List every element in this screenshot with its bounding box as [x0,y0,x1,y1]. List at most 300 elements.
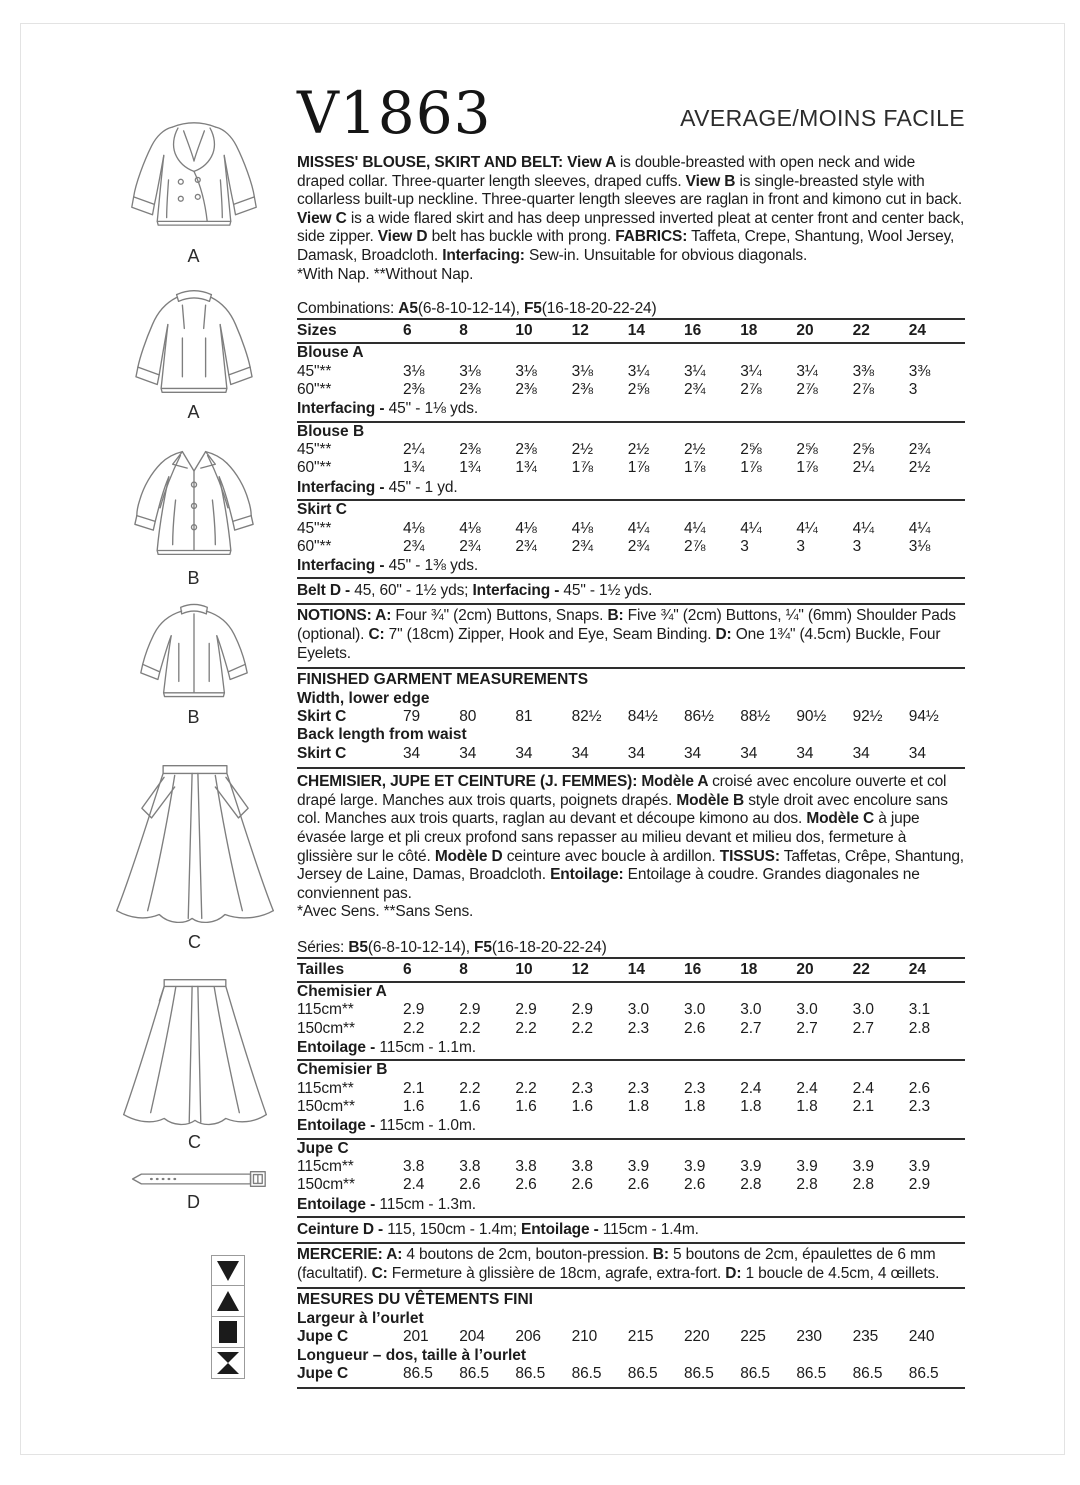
table-cell: 34 [515,744,533,762]
table-cell: 84½ [627,708,658,726]
table-cell: 82½ [571,708,602,726]
table-cell: 2¾ [908,441,931,459]
sketch-label: D [187,1192,201,1212]
text-segment: Fermeture à glissière de 18cm, agrafe, extra-fort. [391,1264,726,1282]
table-row [297,1020,965,1038]
table-cell: 240 [908,1328,935,1346]
text-segment: 115cm - 1.0m. [379,1117,476,1135]
table-row [297,538,965,556]
table-cell: 3.0 [684,1001,706,1019]
table-cell: 2.3 [684,1079,706,1097]
table-section-chemisier-b [297,1061,965,1139]
table-cell: 20 [796,960,814,978]
table-cell: 22 [852,960,870,978]
table-cell: 2.2 [459,1019,481,1037]
table-cell: 1.8 [740,1098,762,1116]
table-cell: 2.6 [684,1019,706,1037]
row-label: 60"** [297,380,332,398]
table-row [297,381,965,399]
table-cell: 14 [627,960,646,978]
table-cell: 2.4 [403,1176,425,1194]
table-row [297,520,965,538]
table-cell: 34 [852,744,870,762]
table-cell: 18 [740,960,758,978]
table-cell: 2½ [908,459,931,477]
text-segment: Combinations: [297,300,399,318]
table-header-row [297,957,965,983]
row-label: 150cm** [297,1098,355,1116]
table-cell: 3 [852,537,862,555]
nap-down-triangle-icon [215,1259,241,1283]
table-cell: 2¾ [459,537,481,555]
row-label: Tailles [297,960,345,978]
table-row [297,363,965,381]
belt-d-drawing [116,1168,272,1190]
bold-text-segment: D: [715,626,736,644]
table-cell: 225 [740,1328,766,1346]
nap-up-triangle-icon [215,1289,241,1313]
bold-text-segment: Modèle B [676,791,745,809]
table-cell: 79 [403,708,421,726]
table-cell: 86.5 [908,1365,939,1383]
table-cell: 210 [571,1328,598,1346]
table-row [297,1176,965,1194]
table-cell: 86.5 [852,1365,883,1383]
table-cell: 2.8 [740,1176,762,1194]
table-cell: 2¾ [627,537,650,555]
table-cell: 2⅝ [740,441,762,459]
finished-measurements-title: FINISHED GARMENT MEASUREMENTS [297,671,589,689]
table-cell: 2⅞ [796,380,818,398]
table-cell: 2.9 [571,1001,593,1019]
text-segment: (16-18-20-22-24) [491,938,607,956]
table-cell: 3¼ [740,362,762,380]
table-cell: 1.6 [515,1098,537,1116]
bold-text-segment: Interfacing - [297,556,389,574]
measure-group-heading: Largeur à l’ourlet [297,1309,424,1327]
table-cell: 86.5 [515,1365,546,1383]
text-segment: is single-breasted style with collarless built-up neckline. Three-quarter length sleeves are raglan in front and kimono cut in back. [297,172,963,209]
table-cell: 3⅛ [571,362,593,380]
table-cell: 4¼ [740,519,762,537]
table-cell: 3.9 [684,1158,706,1176]
table-cell: 2.6 [684,1176,706,1194]
table-cell: 34 [571,744,589,762]
garment-sketch-skirt-c-back [105,972,285,1153]
table-cell: 1.8 [796,1098,818,1116]
section-title: Skirt C [297,501,347,519]
table-section-blouse-a [297,344,965,422]
measure-row [297,1365,965,1383]
table-cell: 34 [796,744,814,762]
bold-text-segment: NOTIONS: A: [297,607,396,625]
table-cell: 3.8 [403,1158,425,1176]
table-cell: 3.0 [740,1001,762,1019]
interfacing-note [297,399,965,419]
table-cell: 2.6 [459,1176,481,1194]
table-cell: 8 [459,322,468,340]
row-label: Jupe C [297,1328,349,1346]
table-cell: 12 [571,960,589,978]
text-segment: 7" (18cm) Zipper, Hook and Eye, Seam Binding. [388,626,716,644]
table-cell: 94½ [908,708,939,726]
text-segment: (16-18-20-22-24) [541,300,657,318]
text-segment: Five ¾" (2cm) Buttons, ¼" (6mm) Shoulder Pads (optional). [297,607,956,644]
table-cell: 2.2 [571,1019,593,1037]
text-segment: is double-breasted with open neck and wide draped collar. Three-quarter length sleeves, draped cuffs. [297,154,916,190]
table-cell: 86½ [684,708,714,726]
table-cell: 3⅜ [852,362,874,380]
text-segment: (6-8-10-12-14), [367,938,475,956]
table-cell: 2⅞ [684,537,706,555]
table-cell: 34 [627,744,645,762]
table-cell: 2⅜ [459,380,481,398]
table-cell: 1¾ [403,459,425,477]
row-label: 45"** [297,441,332,459]
table-cell: 34 [403,744,421,762]
table-cell: 2.3 [571,1079,593,1097]
table-cell: 2.7 [852,1019,874,1037]
sketch-label: A [187,246,201,266]
sketch-label: C [188,932,202,952]
text-segment: 5 boutons de 2cm, épaulettes de 6 mm (facultatif). [297,1246,936,1282]
bold-text-segment: View B [685,172,736,190]
bold-text-segment: D: [725,1264,746,1282]
table-cell: 34 [684,744,702,762]
table-row [297,459,965,477]
text-segment: Séries: [297,938,349,956]
table-cell: 1⅞ [627,459,650,477]
interfacing-note [297,556,965,576]
ceinture-d-line [297,1218,965,1244]
skirt-c-front-drawing [102,758,288,930]
table-cell: 86.5 [403,1365,433,1383]
table-cell: 86.5 [627,1365,658,1383]
nap-symbol-cell [211,1255,245,1286]
table-cell: 2¾ [571,537,593,555]
nap-hourglass-icon [215,1351,241,1375]
garment-sketch-blouse-a-back [110,282,278,423]
table-cell: 2.4 [852,1079,874,1097]
table-row [297,1098,965,1116]
bold-text-segment: Modèle D [434,847,503,865]
table-cell: 3.1 [908,1001,931,1019]
table-cell: 2¼ [403,441,425,459]
bold-text-segment: Belt D - [297,582,355,600]
table-row [297,441,965,459]
table-row [297,1158,965,1176]
table-cell: 4¼ [852,519,874,537]
measure-group-heading: Width, lower edge [297,689,430,707]
table-cell: 4¼ [796,519,818,537]
series-line [297,938,965,957]
table-section-jupe-c [297,1140,965,1218]
row-label: Sizes [297,322,337,340]
table-cell: 1¾ [459,459,481,477]
measure-row [297,708,965,726]
text-segment: 1 boucle de 4.5cm, 4 œillets. [745,1264,940,1282]
bold-text-segment: Modèle C [806,810,875,828]
nap-symbol-cell [211,1317,245,1348]
table-cell: 1.8 [684,1098,706,1116]
table-cell: 3¼ [627,362,650,380]
measure-group-heading: Longueur – dos, taille à l’ourlet [297,1346,527,1364]
text-segment: 115cm - 1.4m. [602,1221,699,1239]
entoilage-note [297,1195,965,1215]
table-cell: 18 [740,322,758,340]
table-cell: 22 [852,322,870,340]
table-cell: 3.8 [515,1158,537,1176]
table-cell: 2½ [571,441,593,459]
table-cell: 2¾ [403,537,425,555]
row-label: 60"** [297,459,332,477]
table-cell: 3.9 [627,1158,650,1176]
bold-text-segment: CHEMISIER, JUPE ET CEINTURE (J. FEMMES): Modèle A [297,773,713,791]
row-label: Skirt C [297,708,347,726]
row-label: 115cm** [297,1079,354,1097]
table-cell: 2¼ [852,459,874,477]
table-cell: 34 [459,744,477,762]
row-label: 115cm** [297,1001,354,1019]
bold-text-segment: Entoilage - [297,1195,380,1213]
bold-text-segment: MERCERIE: A: [297,1246,407,1264]
content-column [297,79,965,1389]
blouse-a-back-drawing [116,282,272,400]
text-segment: Sew-in. Unsuitable for obvious diagonals. [524,247,808,265]
table-cell: 4¼ [684,519,706,537]
blouse-a-front-drawing [114,112,274,244]
table-cell: 4⅛ [571,519,593,537]
table-cell: 2.2 [459,1079,481,1097]
table-cell: 88½ [740,708,771,726]
row-label: Jupe C [297,1365,349,1383]
table-cell: 2⅞ [852,380,874,398]
table-cell: 235 [852,1328,879,1346]
bold-text-segment: A5 [398,300,418,318]
text-segment: 4 boutons de 2cm, bouton-pression. [406,1246,653,1264]
table-cell: 2.6 [515,1176,537,1194]
table-cell: 3¼ [684,362,706,380]
table-cell: 2.9 [908,1176,931,1194]
table-cell: 3.9 [852,1158,874,1176]
table-cell: 2.8 [796,1176,818,1194]
table-cell: 3 [908,380,918,398]
measure-row [297,1328,965,1346]
table-cell: 206 [515,1328,541,1346]
table-cell: 2.3 [627,1079,650,1097]
table-cell: 1.6 [459,1098,481,1116]
table-row [297,1080,965,1098]
table-cell: 2¾ [684,380,706,398]
table-cell: 3.9 [740,1158,762,1176]
table-cell: 34 [908,744,926,762]
table-cell: 2.7 [740,1019,762,1037]
bold-text-segment: F5 [523,300,542,318]
bold-text-segment: Interfacing: [442,247,525,265]
table-cell: 2.8 [908,1019,931,1037]
table-cell: 1⅞ [796,459,818,477]
row-label: 150cm** [297,1176,355,1194]
bold-text-segment: Ceinture D - [297,1221,388,1239]
table-cell: 3.0 [852,1001,874,1019]
entoilage-note [297,1116,965,1136]
table-cell: 6 [403,960,412,978]
sketch-label: B [187,707,201,727]
table-cell: 2.3 [627,1019,650,1037]
text-segment: 45" - 1⅛ yds. [388,400,479,418]
table-cell: 4⅛ [403,519,425,537]
table-cell: 3 [740,537,749,555]
table-cell: 2.9 [459,1001,481,1019]
measure-row [297,745,965,763]
text-segment: 45, 60" - 1½ yds; [354,582,473,600]
notions-paragraph [297,605,965,669]
measure-group-heading: Back length from waist [297,726,467,744]
garment-sketch-blouse-b-back [112,597,276,728]
text-segment: Taffetas, Crêpe, Shantung, Jersey de Laine, Damas, Broadcloth. [297,847,964,884]
bold-text-segment: View C [297,209,347,227]
text-segment: Four ¾" (2cm) Buttons, Snaps. [395,607,608,625]
table-cell: 14 [627,322,646,340]
table-cell: 3.0 [627,1001,650,1019]
table-cell: 4⅛ [459,519,481,537]
table-cell: 204 [459,1328,485,1346]
difficulty-rating: AVERAGE/MOINS FACILE [680,105,965,132]
french-description [297,773,965,903]
text-segment: ceinture avec boucle à ardillon. [502,847,720,865]
table-cell: 2.2 [403,1019,425,1037]
section-title: Chemisier B [297,1061,388,1079]
bold-text-segment: Entoilage - [297,1038,380,1056]
entoilage-note [297,1038,965,1058]
table-cell: 3.8 [571,1158,593,1176]
garment-sketch-blouse-a-front [108,112,280,267]
pattern-number: V1863 [297,79,492,147]
bold-text-segment: Interfacing - [297,478,389,496]
bold-text-segment: F5 [474,938,492,956]
bold-text-segment: B: [652,1246,673,1264]
bold-text-segment: MISSES' BLOUSE, SKIRT AND BELT: View A [297,154,620,172]
combinations-line [297,299,965,318]
table-cell: 2.4 [740,1079,762,1097]
row-label: 150cm** [297,1019,355,1037]
table-row [297,1001,965,1019]
nap-symbol-cell [211,1286,245,1317]
text-segment: belt has buckle with prong. [427,228,616,246]
table-cell: 92½ [852,708,883,726]
table-cell: 2.2 [515,1079,537,1097]
table-cell: 3.9 [796,1158,818,1176]
bold-text-segment: TISSUS: [719,847,780,865]
row-label: 45"** [297,519,332,537]
table-cell: 2.2 [515,1019,537,1037]
table-cell: 24 [908,960,927,978]
text-segment: 115, 150cm - 1.4m; [387,1221,522,1239]
bold-text-segment: View D [377,228,428,246]
blouse-b-front-drawing [114,440,274,566]
text-segment: à jupe évasée large et pli creux profond sans repasser au milieu devant et milieu dos, fermeture à glissière sur le côté. [297,810,920,865]
table-cell: 215 [627,1328,654,1346]
table-cell: 2⅜ [571,380,593,398]
table-cell: 1.8 [627,1098,650,1116]
garment-sketch-skirt-c-front [100,758,290,953]
text-segment: (6-8-10-12-14), [417,300,524,318]
text-segment: 115cm - 1.3m. [379,1195,476,1213]
table-section-blouse-b [297,423,965,501]
text-segment: One 1¾" (4.5cm) Buckle, Four Eyelets. [297,626,941,662]
english-description [297,154,965,266]
mesures-block [297,1289,965,1389]
table-cell: 3.9 [908,1158,931,1176]
table-cell: 81 [515,708,533,726]
section-title: Blouse A [297,344,364,362]
table-cell: 1⅞ [571,459,593,477]
mercerie-paragraph [297,1244,965,1289]
table-section-chemisier-a [297,983,965,1061]
text-segment: Entoilage à coudre. Grandes diagonales ne conviennent pas. [297,866,920,902]
table-cell: 2⅞ [740,380,762,398]
blouse-b-back-drawing [118,597,270,705]
table-cell: 2.7 [796,1019,818,1037]
row-label: 60"** [297,537,332,555]
table-cell: 6 [403,322,412,340]
bold-text-segment: Entoilage - [297,1117,380,1135]
sketch-label: A [187,402,201,422]
table-header-row [297,318,965,344]
table-cell: 1¾ [515,459,537,477]
belt-d-line [297,579,965,605]
table-cell: 4¼ [627,519,650,537]
table-cell: 3⅛ [403,362,425,380]
french-yardage-table [297,957,965,1244]
text-segment: 45" - 1 yd. [388,478,458,496]
text-segment: 45" - 1⅜ yds. [388,556,479,574]
table-cell: 86.5 [459,1365,489,1383]
nap-symbol-key [211,1255,247,1379]
french-nap-note: *Avec Sens. **Sans Sens. [297,903,474,921]
table-cell: 90½ [796,708,827,726]
section-title: Jupe C [297,1139,349,1157]
table-section-skirt-c [297,501,965,579]
table-cell: 20 [796,322,814,340]
table-cell: 2.1 [403,1079,425,1097]
sketch-label: B [187,568,201,588]
table-cell: 3⅛ [459,362,481,380]
skirt-c-back-drawing [107,972,283,1130]
mesures-title: MESURES DU VÊTEMENTS FINI [297,1291,533,1309]
table-cell: 4⅛ [515,519,537,537]
text-segment: Taffeta, Crepe, Shantung, Wool Jersey, Damask, Broadcloth. [297,228,955,265]
table-cell: 2⅜ [515,441,537,459]
table-cell: 1⅞ [684,459,706,477]
table-cell: 2½ [627,441,650,459]
english-yardage-table [297,318,965,605]
table-cell: 2.4 [796,1079,818,1097]
table-cell: 86.5 [684,1365,714,1383]
text-segment: style droit avec encolure sans col. Manches aux trois quarts, raglan au devant et découpe kimono au dos. [297,791,948,828]
table-cell: 80 [459,708,477,726]
table-cell: 2⅝ [627,380,650,398]
table-cell: 2⅜ [403,380,425,398]
row-label: Skirt C [297,744,347,762]
bold-text-segment: FABRICS: [615,228,688,246]
bold-text-segment: B5 [348,938,368,956]
table-cell: 2⅜ [459,441,481,459]
text-segment: croisé avec encolure ouverte et col drapé large. Manches aux trois quarts, poignets drapés. [297,773,947,809]
table-cell: 2½ [684,441,706,459]
bold-text-segment: C: [371,1264,392,1282]
table-cell: 10 [515,960,533,978]
